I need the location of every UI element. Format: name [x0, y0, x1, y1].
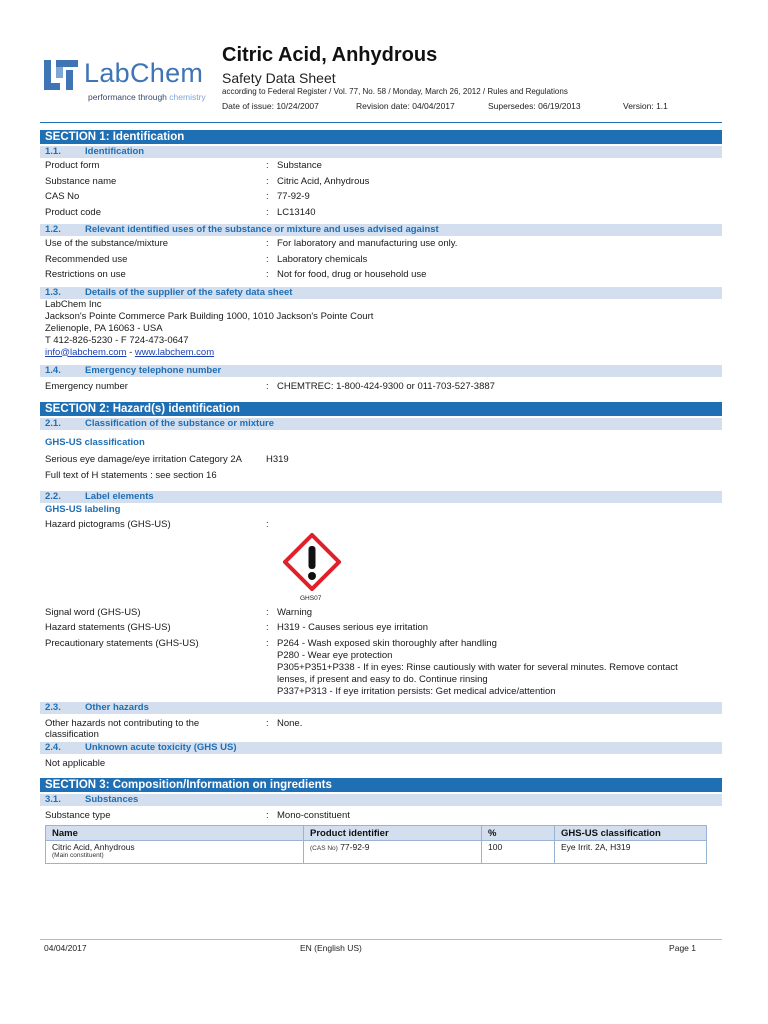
date-of-issue: Date of issue: 10/24/2007	[222, 101, 319, 111]
precaution-line: P280 - Wear eye protection	[277, 649, 393, 661]
table-header-row	[46, 826, 707, 841]
footer-page-number: Page 1	[669, 943, 696, 953]
document-subtitle: Safety Data Sheet	[222, 70, 336, 86]
pictogram-caption: GHS07	[300, 594, 322, 602]
use-row: Restrictions on use : Not for food, drug or household use	[45, 269, 427, 280]
supplier-contacts: info@labchem.com - www.labchem.com	[45, 346, 215, 358]
supplier-address-line1: Jackson's Pointe Commerce Park Building 1000, 1010 Jackson's Pointe Court	[45, 310, 374, 322]
logo-text: LabChem	[84, 58, 204, 88]
subsection-2-3-heading: 2.3. Other hazards	[40, 702, 722, 714]
subsection-2-1-heading: 2.1. Classification of the substance or mixture	[40, 418, 722, 430]
precautionary-statements-row: Precautionary statements (GHS-US) : P264 - Wash exposed skin thoroughly after handling P280 - Wear eye protection P305+P351+P338 - If in eyes: Rinse cautiously with water for several minutes. Remove contact lenses, if present and easy to do. Continue rinsing P337+P313 - If eye irritation persists: Get medical advice/attention	[40, 636, 722, 696]
logo-tagline: performance through chemistry	[88, 92, 206, 102]
subsection-1-4-heading: 1.4. Emergency telephone number	[40, 365, 722, 377]
column-header: Product identifier	[304, 826, 482, 841]
precaution-line: P337+P313 - If eye irritation persists: Get medical advice/attention	[277, 685, 556, 697]
subsection-1-3-heading: 1.3. Details of the supplier of the safety data sheet	[40, 287, 722, 299]
use-row: Recommended use : Laboratory chemicals	[45, 253, 368, 265]
supplier-address-line2: Zelienople, PA 16063 - USA	[45, 322, 163, 334]
ident-row: Product code : LC13140	[45, 206, 316, 218]
version: Version: 1.1	[623, 101, 668, 111]
ghs-classification-heading: GHS-US classification	[45, 437, 145, 448]
emergency-row: Emergency number : CHEMTREC: 1-800-424-9300 or 011-703-527-3887	[45, 380, 495, 392]
ident-row: Product form : Substance	[45, 160, 322, 171]
supplier-email-link[interactable]: info@labchem.com	[45, 346, 127, 358]
subsection-2-2-heading: 2.2. Label elements	[40, 491, 722, 503]
ident-row: CAS No : 77-92-9	[45, 191, 310, 202]
table-cell: 100	[482, 841, 555, 864]
exclamation-mark-icon	[283, 533, 341, 591]
table-cell: (CAS No) 77-92-9	[304, 841, 482, 864]
document-title: Citric Acid, Anhydrous	[222, 44, 438, 66]
table-cell: Citric Acid, Anhydrous (Main constituent)	[46, 841, 304, 864]
ghs-labeling-heading: GHS-US labeling	[45, 504, 121, 515]
classification-row: Serious eye damage/eye irritation Category 2A H319	[45, 454, 289, 465]
subsection-3-1-heading: 3.1. Substances	[40, 794, 722, 806]
section-1-heading: SECTION 1: Identification	[40, 130, 722, 144]
pictogram-area	[40, 533, 722, 605]
footer-date: 04/04/2017	[44, 943, 87, 953]
subsection-2-4-heading: 2.4. Unknown acute toxicity (GHS US)	[40, 742, 722, 754]
precaution-line: lenses, if present and easy to do. Continue rinsing	[277, 673, 488, 685]
unknown-toxicity-value: Not applicable	[45, 757, 106, 769]
subsection-1-2-heading: 1.2. Relevant identified uses of the substance or mixture and uses advised against	[40, 224, 722, 236]
full-text-note: Full text of H statements : see section 16	[45, 469, 217, 481]
pictograms-row: Hazard pictograms (GHS-US) :	[45, 519, 269, 530]
other-hazards-row: Other hazards not contributing to the classification : None.	[45, 717, 303, 740]
subsection-1-1-heading: 1.1. Identification	[40, 146, 722, 158]
labchem-logo-icon	[44, 60, 78, 90]
supersedes-date: Supersedes: 06/19/2013	[488, 101, 581, 111]
document-header	[40, 44, 730, 120]
precaution-line: P305+P351+P338 - If in eyes: Rinse cautiously with water for several minutes. Remove contact	[277, 661, 678, 673]
hazard-statements-row: Hazard statements (GHS-US) : H319 - Causes serious eye irritation	[45, 622, 429, 633]
column-header: GHS-US classification	[555, 826, 707, 841]
column-header: Name	[46, 826, 304, 841]
header-divider	[40, 122, 722, 123]
substance-type-row: Substance type : Mono-constituent	[45, 809, 350, 821]
supplier-name: LabChem Inc	[45, 298, 102, 310]
section-2-heading: SECTION 2: Hazard(s) identification	[40, 402, 722, 416]
use-row: Use of the substance/mixture : For laboratory and manufacturing use only.	[45, 238, 458, 249]
signal-word-row: Signal word (GHS-US) : Warning	[45, 606, 313, 618]
composition-table	[45, 825, 707, 864]
precaution-line: P264 - Wash exposed skin thoroughly after handling	[277, 637, 497, 649]
regulation-reference: according to Federal Register / Vol. 77, No. 58 / Monday, March 26, 2012 / Rules and Regulations	[222, 87, 568, 96]
labchem-logo	[44, 58, 224, 108]
table-row	[46, 841, 707, 864]
section-3-heading: SECTION 3: Composition/Information on ingredients	[40, 778, 722, 792]
supplier-website-link[interactable]: www.labchem.com	[134, 346, 215, 358]
supplier-phone: T 412-826-5230 - F 724-473-0647	[45, 334, 189, 346]
ident-row: Substance name : Citric Acid, Anhydrous	[45, 175, 370, 187]
footer-divider	[40, 939, 722, 940]
page-footer	[44, 943, 696, 957]
footer-language: EN (English US)	[300, 943, 362, 953]
column-header: %	[482, 826, 555, 841]
document-body	[40, 130, 722, 864]
revision-date: Revision date: 04/04/2017	[356, 101, 455, 111]
table-cell: Eye Irrit. 2A, H319	[555, 841, 707, 864]
